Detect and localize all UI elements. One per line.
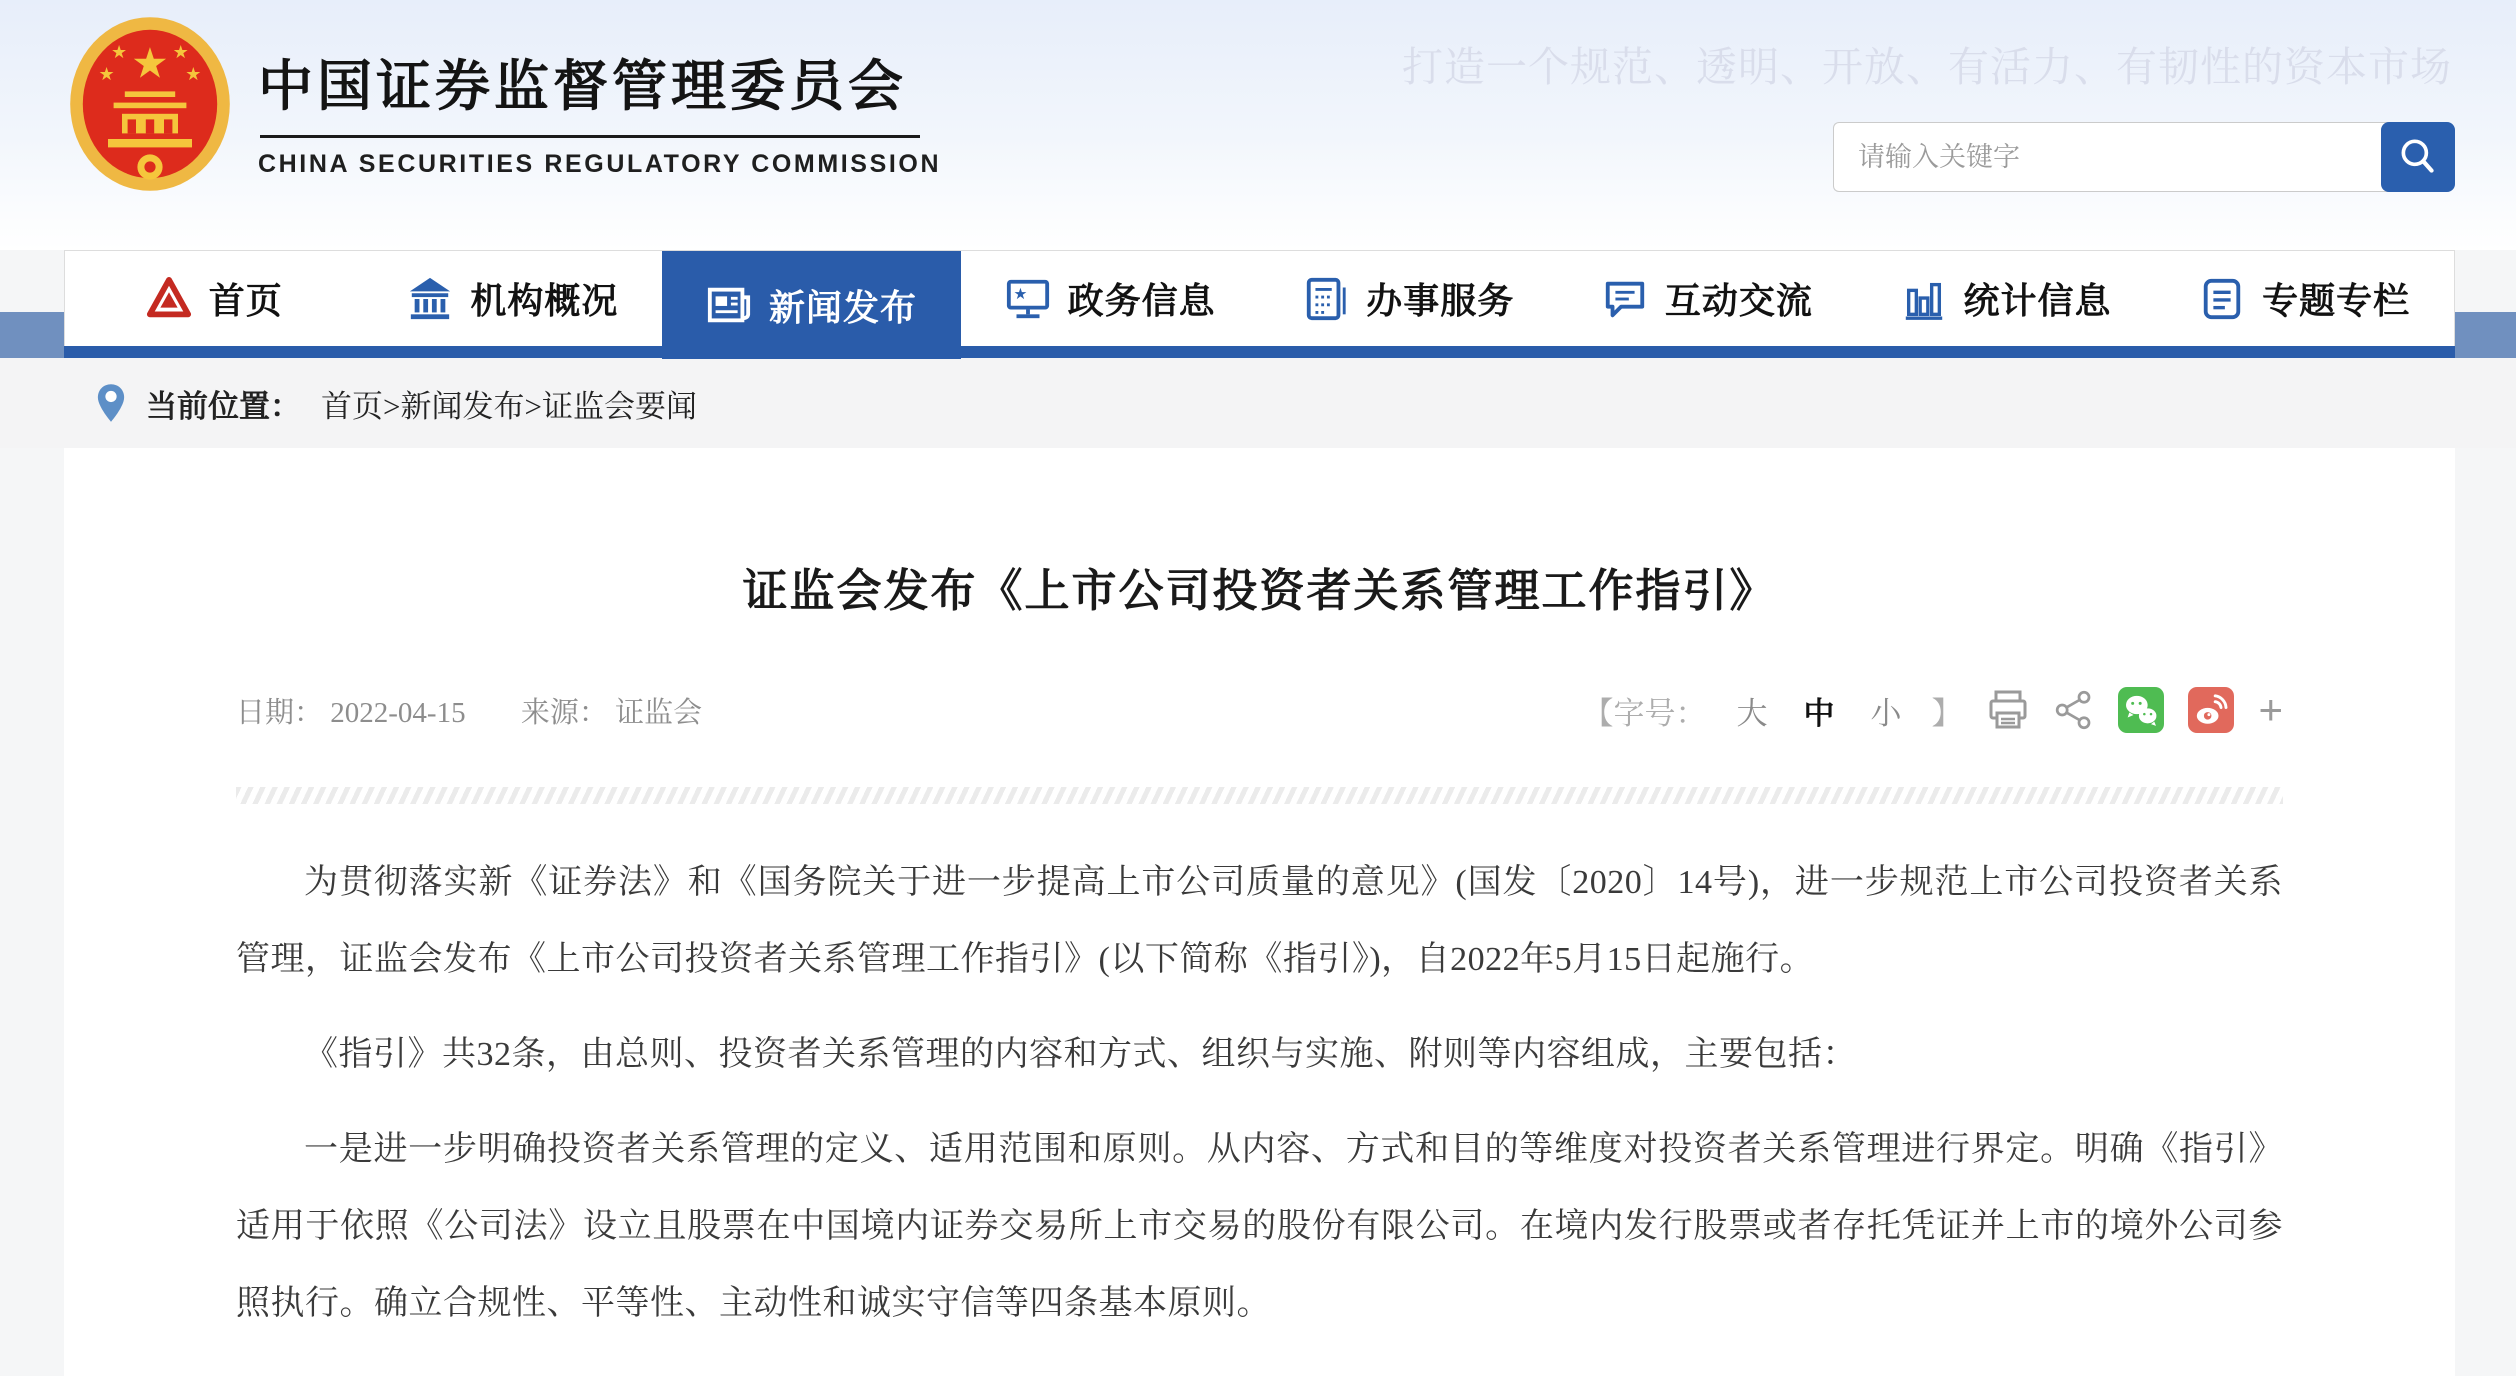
monitor-icon — [1005, 276, 1051, 322]
svg-text:★: ★ — [172, 41, 189, 62]
article-paragraph: 《指引》共32条，由总则、投资者关系管理的内容和方式、组织与实施、附则等内容组成，主要包括： — [304, 1036, 1857, 1073]
article-date: 2022-04-15 — [330, 696, 466, 729]
chat-icon — [1602, 276, 1648, 322]
article-meta — [236, 687, 2283, 733]
csrc-logo-icon — [146, 276, 192, 322]
topics-icon — [2199, 276, 2245, 322]
more-share-button[interactable]: + — [2258, 686, 2283, 733]
search-input[interactable] — [1833, 122, 2389, 192]
article-toolbar — [1582, 687, 2283, 733]
org-title-divider — [260, 135, 920, 138]
search-button[interactable] — [2381, 122, 2455, 192]
nav-item-label: 新闻发布 — [769, 287, 918, 328]
article-paragraph: 为贯彻落实新《证券法》和《国务院关于进一步提高上市公司质量的意见》(国发〔2020〕14号)，进一步规范上市公司投资者关系管理，证监会发布《上市公司投资者关系管理工作指引》(以下简称《指引》)，自2022年5月15日起施行。 — [236, 864, 2283, 978]
printer-icon — [1986, 688, 2030, 732]
print-button[interactable] — [1986, 688, 2030, 732]
org-subtitle: CHINA SECURITIES REGULATORY COMMISSION — [258, 150, 942, 178]
nav-item-interaction[interactable] — [1558, 251, 1857, 346]
nav-item-topics[interactable] — [2155, 251, 2454, 346]
nav-box — [64, 250, 2455, 346]
national-emblem-icon — [66, 12, 234, 196]
org-identity — [258, 42, 941, 179]
breadcrumb-path[interactable]: 首页>新闻发布>证监会要闻 — [321, 388, 697, 424]
main-navigation — [0, 250, 2516, 358]
bar-chart-icon — [1901, 276, 1947, 322]
wechat-icon — [2121, 690, 2161, 730]
nav-item-services[interactable] — [1260, 251, 1559, 346]
svg-text:★: ★ — [131, 39, 169, 87]
svg-text:★: ★ — [111, 41, 128, 62]
breadcrumb-label: 当前位置： — [146, 388, 301, 424]
search-icon — [2395, 134, 2441, 180]
newspaper-icon — [706, 282, 752, 328]
weibo-share-button[interactable] — [2188, 687, 2234, 733]
site-search — [1833, 122, 2455, 192]
wechat-share-button[interactable] — [2118, 687, 2164, 733]
nav-bottom-bar — [64, 346, 2455, 358]
nav-item-about[interactable] — [364, 251, 663, 346]
nav-item-label: 统计信息 — [1963, 281, 2112, 321]
nav-item-gov-info[interactable] — [961, 251, 1260, 346]
svg-text:★: ★ — [98, 64, 115, 85]
date-label: 日期： — [236, 696, 324, 729]
bank-icon — [407, 276, 453, 322]
nav-item-news[interactable] — [662, 251, 961, 359]
article-source: 证监会 — [615, 696, 703, 729]
svg-text:★: ★ — [1013, 285, 1027, 303]
national-emblem-logo — [66, 12, 234, 201]
font-size-small-button[interactable]: 小 — [1870, 695, 1902, 731]
svg-text:★: ★ — [185, 64, 202, 85]
nav-item-statistics[interactable] — [1857, 251, 2156, 346]
font-size-suffix: 】 — [1931, 695, 1963, 731]
article-card — [64, 448, 2455, 1376]
article-meta-left — [236, 690, 702, 731]
weibo-icon — [2191, 690, 2231, 730]
article-title: 证监会发布《上市公司投资者关系管理工作指引》 — [742, 566, 1777, 616]
share-icon — [2054, 690, 2094, 730]
location-pin-icon — [96, 382, 126, 424]
nav-item-label: 首页 — [208, 281, 283, 321]
nav-item-home[interactable] — [65, 251, 364, 346]
hatched-divider — [236, 787, 2283, 804]
nav-item-label: 政务信息 — [1067, 281, 1216, 321]
font-size-large-button[interactable]: 大 — [1736, 695, 1768, 731]
breadcrumb — [0, 358, 2516, 448]
source-label: 来源： — [520, 696, 608, 729]
site-slogan: 打造一个规范、透明、开放、有活力、有韧性的资本市场 — [1402, 44, 2452, 90]
share-button[interactable] — [2054, 690, 2094, 730]
nav-item-label: 机构概况 — [470, 281, 619, 321]
org-title: 中国证券监督管理委员会 — [258, 55, 908, 117]
nav-item-label: 专题专栏 — [2262, 281, 2411, 321]
document-list-icon — [1303, 276, 1349, 322]
nav-item-label: 互动交流 — [1664, 281, 1813, 321]
site-header — [0, 0, 2516, 250]
article-body — [236, 844, 2283, 1342]
nav-item-label: 办事服务 — [1366, 281, 1515, 321]
font-size-medium-button[interactable]: 中 — [1803, 695, 1835, 731]
article-paragraph: 一是进一步明确投资者关系管理的定义、适用范围和原则。从内容、方式和目的等维度对投资者关系管理进行界定。明确《指引》适用于依照《公司法》设立且股票在中国境内证券交易所上市交易的股份有限公司。在境内发行股票或者存托凭证并上市的境外公司参照执行。确立合规性、平等性、主动性和诚实守信等四条基本原则。 — [236, 1131, 2283, 1322]
font-size-prefix: 【字号： — [1582, 695, 1707, 731]
